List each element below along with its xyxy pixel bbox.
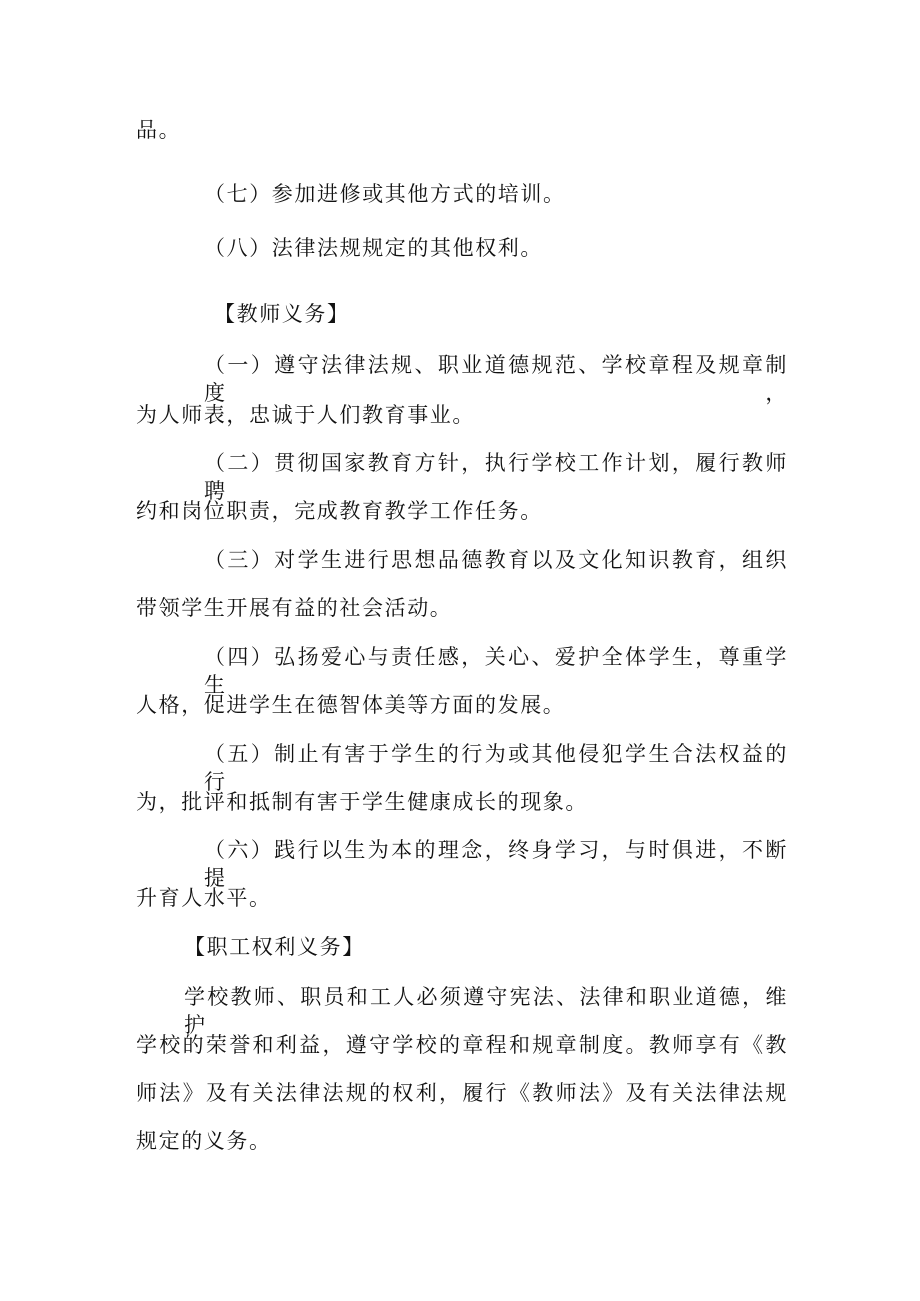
duty-2-line-1: （二）贯彻国家教育方针，执行学校工作计划，履行教师聘	[204, 451, 788, 503]
duty-4-line-2: 人格，促进学生在德智体美等方面的发展。	[136, 693, 566, 717]
duty-6-line-2: 升育人水平。	[136, 886, 272, 910]
duty-1-line-1: （一）遵守法律法规、职业道德规范、学校章程及规章制度，	[204, 353, 788, 405]
rights-item-8: （八）法律法规规定的其他权利。	[204, 236, 543, 260]
duty-1-line-2: 为人师表，忠诚于人们教育事业。	[136, 403, 475, 427]
staff-paragraph-line-1: 学校教师、职员和工人必须遵守宪法、法律和职业道德，维护	[184, 985, 788, 1037]
paragraph-continuation: 品。	[136, 118, 182, 142]
rights-item-7: （七）参加进修或其他方式的培训。	[204, 182, 566, 206]
staff-rights-heading: 【职工权利义务】	[184, 935, 365, 959]
duty-5-line-1: （五）制止有害于学生的行为或其他侵犯学生合法权益的行	[204, 742, 788, 794]
staff-paragraph-line-3: 师法》及有关法律法规的权利，履行《教师法》及有关法律法规	[136, 1081, 788, 1105]
duty-6-line-1: （六）践行以生为本的理念，终身学习，与时俱进，不断提	[204, 838, 788, 890]
duty-4-line-1: （四）弘扬爱心与责任感，关心、爱护全体学生，尊重学生	[204, 645, 788, 697]
duty-3-line-1: （三）对学生进行思想品德教育以及文化知识教育，组织	[204, 548, 788, 572]
duty-5-line-2: 为，批评和抵制有害于学生健康成长的现象。	[136, 790, 588, 814]
staff-paragraph-line-2: 学校的荣誉和利益，遵守学校的章程和规章制度。教师享有《教	[136, 1033, 788, 1057]
teacher-duties-heading: 【教师义务】	[214, 302, 350, 326]
staff-paragraph-line-4: 规定的义务。	[136, 1129, 272, 1153]
duty-3-line-2: 带领学生开展有益的社会活动。	[136, 596, 453, 620]
duty-2-line-2: 约和岗位职责，完成教育教学工作任务。	[136, 499, 543, 523]
